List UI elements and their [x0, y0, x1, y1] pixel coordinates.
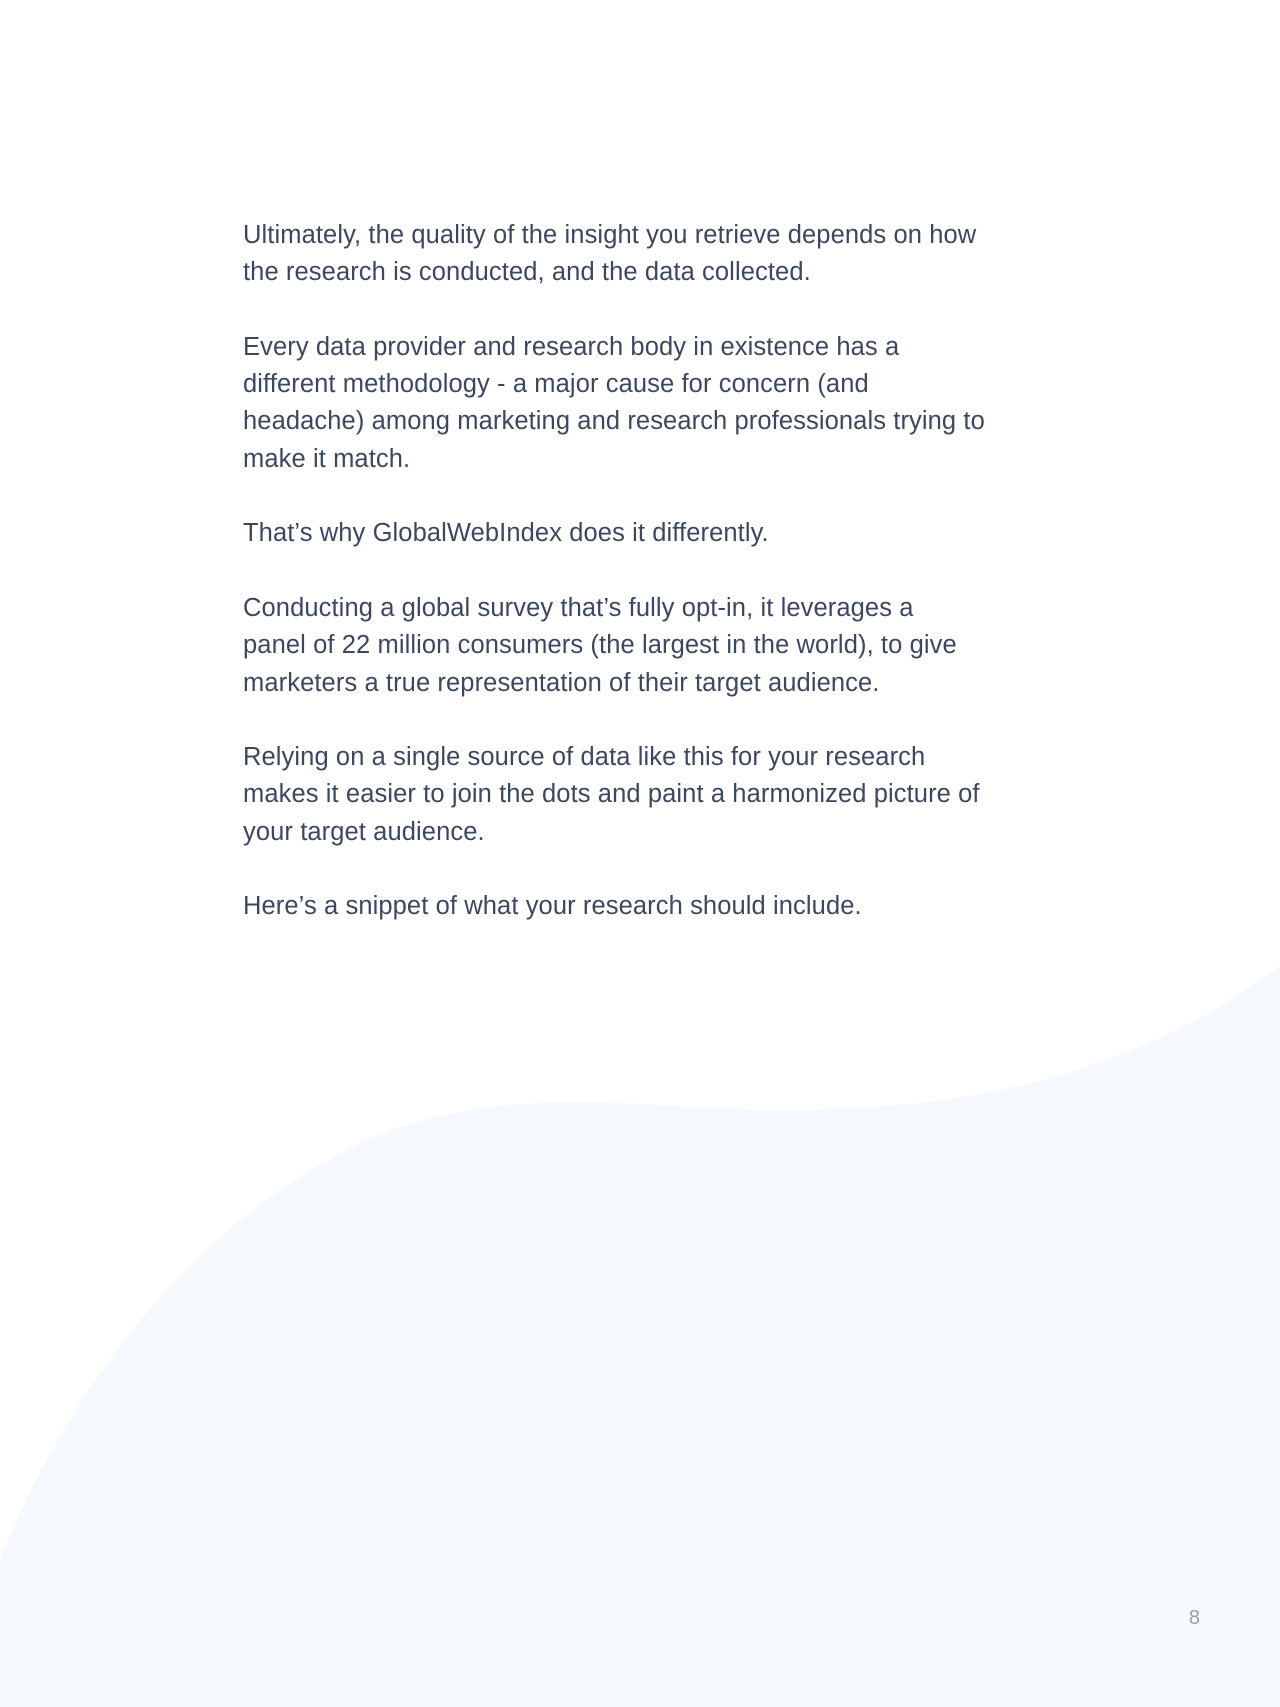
paragraph-quality [243, 217, 1043, 292]
text-line: Here’s a snippet of what your research should include. [243, 892, 862, 921]
text-line: makes it easier to join the dots and paint a harmonized picture of [243, 780, 980, 809]
text-line: different methodology - a major cause for concern (and [243, 370, 869, 399]
text-line: Conducting a global survey that’s fully opt-in, it leverages a [243, 593, 914, 622]
text-line: the research is conducted, and the data collected. [243, 258, 811, 287]
text-line: marketers a true representation of their target audience. [243, 668, 880, 697]
body-text [243, 217, 1043, 926]
text-line: That’s why GlobalWebIndex does it differently. [243, 519, 769, 548]
page-number: 8 [1188, 1607, 1200, 1629]
background-wave-shape [0, 965, 1280, 1707]
paragraph-single-source [243, 739, 1043, 851]
paragraph-survey [243, 590, 1043, 702]
text-line: panel of 22 million consumers (the largest in the world), to give [243, 631, 957, 660]
text-line: headache) among marketing and research professionals trying to [243, 407, 985, 436]
text-line: your target audience. [243, 817, 485, 846]
paragraph-globalwebindex [243, 515, 1043, 552]
text-line: Ultimately, the quality of the insight you retrieve depends on how [243, 221, 977, 249]
text-line: Relying on a single source of data like this for your research [243, 743, 926, 772]
text-line: make it match. [243, 444, 411, 473]
paragraph-methodology [243, 329, 1043, 478]
paragraph-snippet [243, 888, 1043, 925]
text-line: Every data provider and research body in existence has a [243, 332, 900, 361]
